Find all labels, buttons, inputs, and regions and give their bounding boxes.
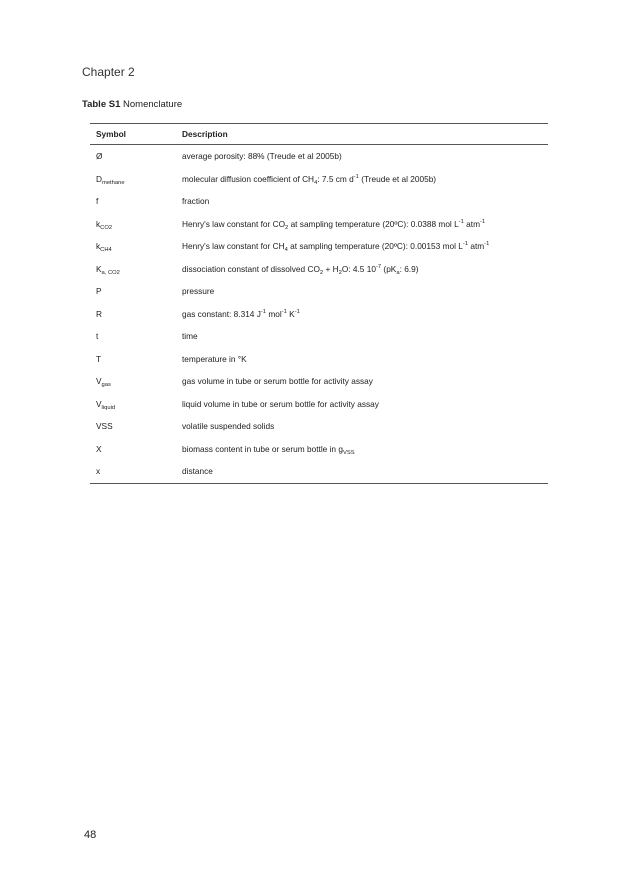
symbol-text: V xyxy=(96,398,102,409)
table-row xyxy=(90,235,548,258)
symbol-subscript: methane xyxy=(102,179,125,186)
symbol-text: P xyxy=(96,286,102,297)
description-cell: temperature in °K xyxy=(182,353,247,364)
symbol-text: x xyxy=(96,466,101,477)
table-label: Table S1 xyxy=(82,99,121,110)
description-cell xyxy=(182,444,548,454)
symbol-text: k xyxy=(96,218,101,229)
table-row xyxy=(90,415,548,438)
description-superscript: -7 xyxy=(375,263,382,270)
table-row xyxy=(90,370,548,393)
nomenclature-table xyxy=(90,123,548,484)
description-text: Henry's law constant for CH xyxy=(182,241,285,252)
description-superscript: -1 xyxy=(458,218,464,225)
table-row xyxy=(90,348,548,371)
table-row xyxy=(90,213,548,236)
table-caption xyxy=(82,99,182,110)
description-superscript: -1 xyxy=(260,308,267,315)
table-row xyxy=(90,280,548,303)
description-superscript: -1 xyxy=(462,241,469,248)
description-text: gas constant: 8.314 J xyxy=(182,308,261,319)
table-row xyxy=(90,145,548,168)
description-text: (Treude et al 2005b) xyxy=(358,173,437,184)
page-number: 48 xyxy=(84,829,97,841)
symbol-cell xyxy=(90,331,182,341)
description-cell: volatile suspended solids xyxy=(182,421,275,432)
table-row xyxy=(90,460,548,484)
description-subscript: 2 xyxy=(338,269,342,276)
description-cell xyxy=(182,309,548,319)
symbol-cell xyxy=(90,309,182,319)
symbol-text: R xyxy=(96,308,102,319)
symbol-cell xyxy=(90,241,182,254)
table-header-row xyxy=(90,124,548,145)
symbol-cell xyxy=(90,151,182,161)
description-text: atm xyxy=(468,241,485,252)
description-text: + H xyxy=(323,263,339,274)
description-cell xyxy=(182,219,548,229)
symbol-cell xyxy=(90,376,182,389)
symbol-cell xyxy=(90,399,182,409)
symbol-subscript: CH4 xyxy=(100,247,112,254)
symbol-cell xyxy=(90,466,182,476)
description-text: O: 4.5 10 xyxy=(341,263,376,274)
description-superscript: -1 xyxy=(480,218,486,225)
description-cell: distance xyxy=(182,466,213,477)
symbol-subscript: CO2 xyxy=(100,224,113,231)
description-superscript: -1 xyxy=(353,173,359,180)
table-row xyxy=(90,303,548,326)
description-subscript: 4 xyxy=(284,247,288,254)
description-cell: liquid volume in tube or serum bottle for activity assay xyxy=(182,398,379,409)
symbol-cell xyxy=(90,219,182,229)
symbol-cell xyxy=(90,286,182,296)
column-header-description: Description xyxy=(182,129,228,139)
symbol-text: K xyxy=(96,263,102,274)
table-row xyxy=(90,258,548,281)
table-row xyxy=(90,168,548,191)
description-cell xyxy=(182,241,548,254)
table-row xyxy=(90,438,548,461)
column-header-symbol: Symbol xyxy=(96,129,126,139)
symbol-text: V xyxy=(96,376,102,387)
description-subscript: a xyxy=(396,269,400,276)
symbol-subscript: gas xyxy=(101,382,111,389)
symbol-text: t xyxy=(96,331,99,342)
description-text: K xyxy=(286,308,295,319)
description-text: biomass content in tube or serum bottle in g xyxy=(182,443,343,454)
description-text: at sampling temperature (20ºC): 0.0388 mol L xyxy=(288,218,459,229)
symbol-subscript: a, CO2 xyxy=(101,269,120,276)
symbol-text: k xyxy=(96,241,101,252)
symbol-text: f xyxy=(96,196,99,207)
description-subscript: VSS xyxy=(342,449,355,456)
symbol-text: VSS xyxy=(96,421,113,432)
description-text: : 6.9) xyxy=(399,263,419,274)
description-text: at sampling temperature (20ºC): 0.00153 mol L xyxy=(287,241,463,252)
description-superscript: -1 xyxy=(294,308,300,315)
symbol-cell xyxy=(90,421,182,431)
description-superscript: -1 xyxy=(281,308,287,315)
symbol-cell xyxy=(90,196,182,206)
description-subscript: 2 xyxy=(285,224,289,231)
description-text: (pK xyxy=(381,263,397,274)
description-subscript: 2 xyxy=(319,269,324,276)
table-row xyxy=(90,325,548,348)
table-title: Nomenclature xyxy=(120,99,183,110)
symbol-subscript: liquid xyxy=(101,404,116,411)
description-cell: fraction xyxy=(182,196,210,207)
description-cell: average porosity: 88% (Treude et al 2005b) xyxy=(182,151,342,162)
description-superscript: -1 xyxy=(484,241,490,248)
symbol-text: Ø xyxy=(96,151,103,162)
description-text: mol xyxy=(266,308,282,319)
description-cell: time xyxy=(182,331,198,342)
chapter-header: Chapter 2 xyxy=(82,65,135,79)
description-cell: gas volume in tube or serum bottle for activity assay xyxy=(182,376,373,387)
symbol-cell xyxy=(90,444,182,454)
symbol-cell xyxy=(90,264,182,274)
symbol-text: D xyxy=(96,173,102,184)
symbol-text: X xyxy=(96,443,102,454)
description-cell xyxy=(182,264,548,274)
description-text: molecular diffusion coefficient of CH xyxy=(182,173,315,184)
symbol-text: T xyxy=(96,353,102,364)
description-cell: pressure xyxy=(182,286,215,297)
symbol-cell xyxy=(90,354,182,364)
description-cell xyxy=(182,174,548,184)
description-text: Henry's law constant for CO xyxy=(182,218,286,229)
description-subscript: 4 xyxy=(314,179,318,186)
table-row xyxy=(90,190,548,213)
description-text: : 7.5 cm d xyxy=(317,173,354,184)
table-row xyxy=(90,393,548,416)
description-text: dissociation constant of dissolved CO xyxy=(182,263,320,274)
symbol-cell xyxy=(90,174,182,184)
description-text: atm xyxy=(463,218,480,229)
